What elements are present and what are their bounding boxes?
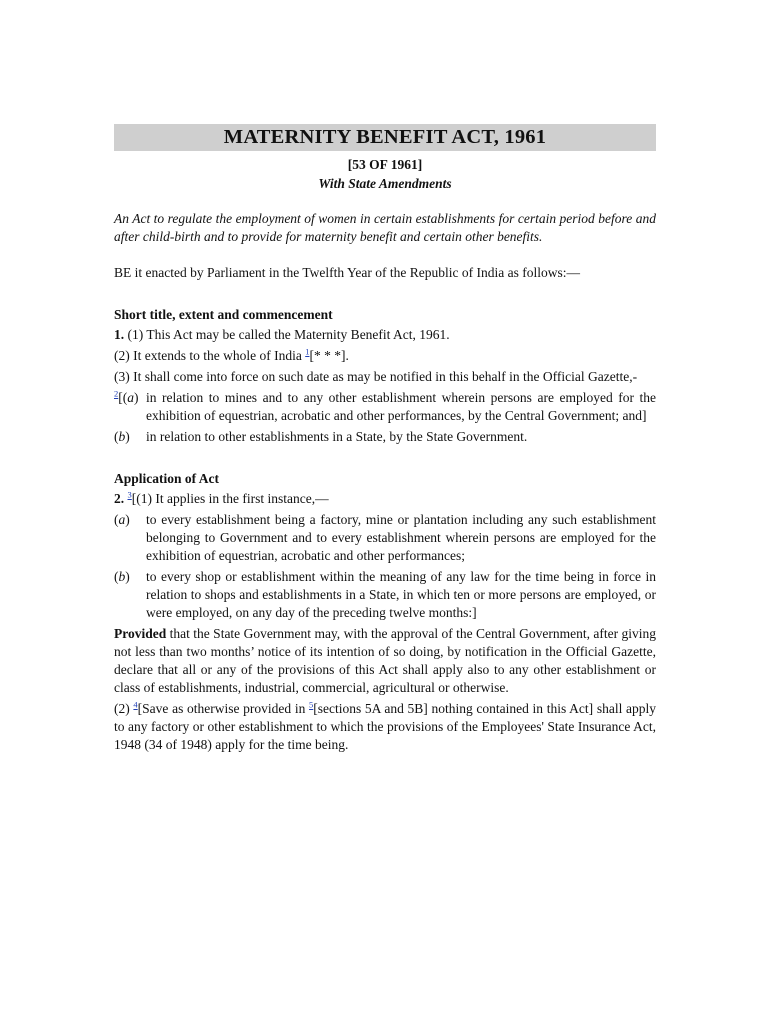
section-1-heading: Short title, extent and commencement <box>114 307 333 322</box>
section-number: 2. <box>114 491 125 506</box>
section-2-proviso <box>114 625 656 697</box>
clause-label: $^2$[(a) <box>114 388 139 405</box>
act-title: MATERNITY BENEFIT ACT, 1961 <box>114 124 656 151</box>
section-1-subsection-2 <box>114 347 656 365</box>
act-number: [53 OF 1961] <box>347 157 423 172</box>
clause-text: in relation to other establishments in a State, by the State Government. <box>146 429 528 444</box>
section-1-subsection-1 <box>114 326 656 344</box>
long-title: An Act to regulate the employment of women in certain establishments for certain period before and after child-birth and to provide for maternity benefit and certain other benefits. <box>114 211 656 244</box>
subsection-text: [* * *]. <box>309 348 349 363</box>
section-1-subsection-3: (3) It shall come into force on such date as may be notified in this behalf in the Official Gazette,- <box>114 369 638 384</box>
subsection-text: [(1) It applies in the first instance,— <box>131 491 329 506</box>
clause-label: (a) <box>114 512 130 527</box>
footnote-link-5[interactable]: 5 <box>309 699 314 710</box>
proviso-text: that the State Government may, with the approval of the Central Government, after giving not less than two months’ notice of its intention of so doing, by notification in the Official Gazette, declare that all or any of the provisions of this Act shall apply also to any other establishment or class of establishments, industrial, commercial, agricultural or otherwise. <box>114 626 656 695</box>
subsection-text: (1) This Act may be called the Maternity Benefit Act, 1961. <box>127 327 450 342</box>
clause-text: to every shop or establishment within the meaning of any law for the time being in force in relation to shops and establishments in a State, in which ten or more persons are employed, or were employed, on any day of the preceding twelve months:] <box>146 569 656 620</box>
footnote-link-2[interactable]: 2 <box>114 388 119 399</box>
section-number: 1. <box>114 327 125 342</box>
clause-text: to every establishment being a factory, mine or plantation including any such establishment belonging to Government and to every establishment wherein persons are employed for the exhibition of equestrian, acrobatic and other performances; <box>146 512 656 563</box>
footnote-link-4[interactable]: 4 <box>133 699 138 710</box>
clause-label: (b) <box>114 429 130 444</box>
enacting-clause: BE it enacted by Parliament in the Twelfth Year of the Republic of India as follows:— <box>114 265 580 280</box>
section-2-subsection-2: (2) $^4$[Save as otherwise provided in $^5$[sections 5A and 5B] nothing contained in this Act] shall apply to any factory or other establishment to which the provisions of the Employees' State Insurance Act, 1948 (34 of 1948) apply for the time being. <box>114 699 656 752</box>
section-2-clause-b <box>114 568 656 622</box>
document-page <box>114 124 656 754</box>
subsection-text: (2) It extends to the whole of India <box>114 348 306 363</box>
section-1-clause-b <box>114 428 656 446</box>
clause-label: (b) <box>114 569 130 584</box>
section-2-subsection-1 <box>114 490 656 508</box>
proviso-lead: Provided <box>114 626 167 641</box>
section-2-clause-a <box>114 511 656 565</box>
footnote-link-3[interactable]: 3 <box>127 489 132 500</box>
act-subtitle: With State Amendments <box>318 176 452 191</box>
section-1-clause-a <box>114 389 656 425</box>
clause-text: in relation to mines and to any other establishment wherein persons are employed for the exhibition of equestrian, acrobatic and other performances, by the Central Government; and] <box>146 390 656 423</box>
section-2-heading: Application of Act <box>114 471 220 486</box>
footnote-link-1[interactable]: 1 <box>305 346 310 357</box>
